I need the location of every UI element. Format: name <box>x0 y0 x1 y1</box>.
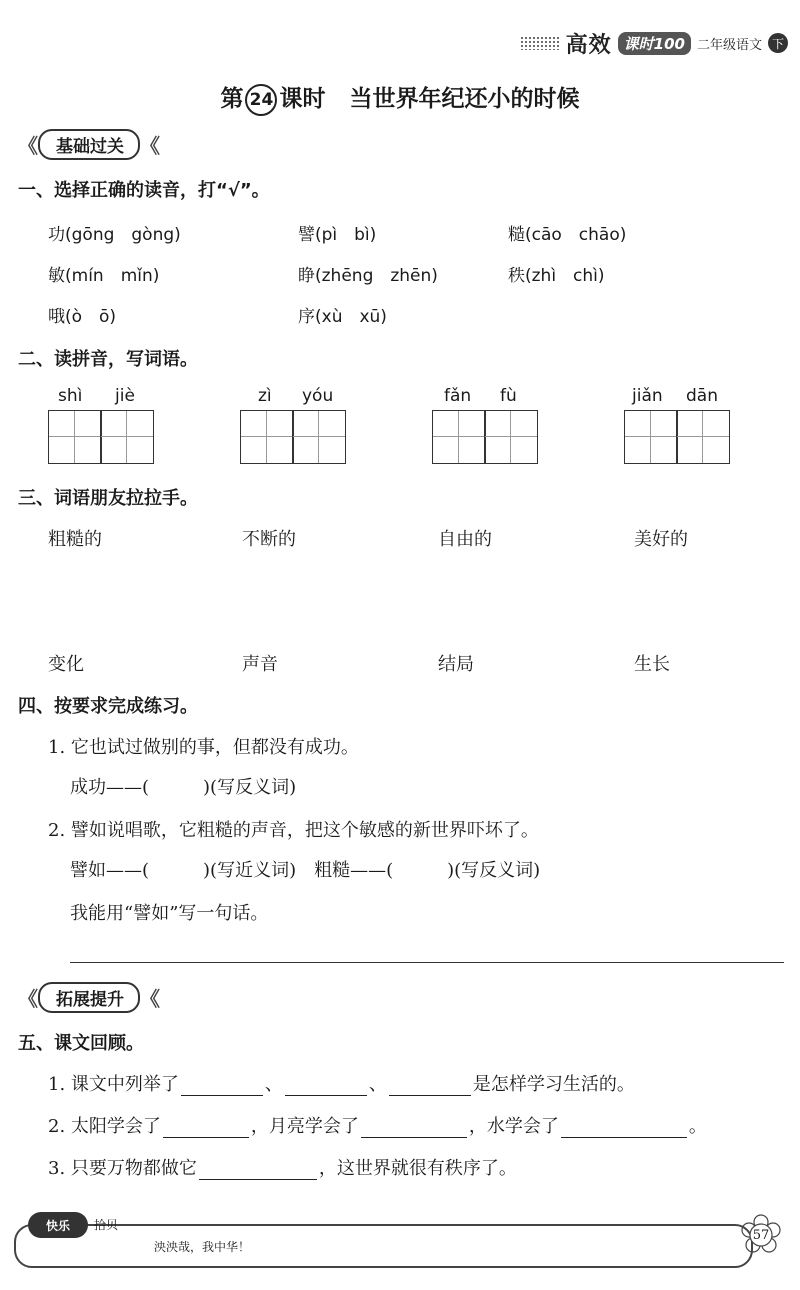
pinyin-label: jiǎn <box>632 386 663 406</box>
happy-badge: 快乐 <box>28 1212 88 1238</box>
grade-label: 二年级语文 <box>696 37 762 53</box>
grid-cell[interactable] <box>48 410 102 464</box>
word-item[interactable]: 自由的 <box>438 529 492 550</box>
pinyin-label: jiè <box>115 386 135 406</box>
recall-line-3: 3. 只要万物都做它 ，这世界就很有秩序了。 <box>48 1158 517 1179</box>
writing-grid[interactable] <box>48 410 154 464</box>
grid-cell[interactable] <box>292 410 346 464</box>
answer-line[interactable]: 成功——( )(写反义词) <box>70 777 297 798</box>
word-item[interactable]: 声音 <box>242 654 278 675</box>
word-item[interactable]: 变化 <box>48 654 84 675</box>
page-number: 57 <box>738 1212 784 1258</box>
word-item[interactable]: 粗糙的 <box>48 529 102 550</box>
question-5-heading: 五、课文回顾。 <box>18 1033 144 1054</box>
question-3-heading: 三、词语朋友拉拉手。 <box>18 488 198 509</box>
header-brand <box>520 28 788 58</box>
pinyin-choice[interactable]: 敏(mín mǐn) <box>48 266 160 286</box>
pinyin-label: zì <box>258 386 272 406</box>
prompt-text: 我能用“譬如”写一句话。 <box>70 903 269 924</box>
grid-cell[interactable] <box>676 410 730 464</box>
grid-cell[interactable] <box>624 410 678 464</box>
lesson-title: 当世界年纪还小的时候 <box>349 86 580 112</box>
fill-blank[interactable] <box>163 1119 249 1138</box>
word-item[interactable]: 不断的 <box>242 529 296 550</box>
sentence: 1. 它也试过做别的事，但都没有成功。 <box>48 737 359 758</box>
writing-line[interactable] <box>70 962 784 963</box>
pinyin-label: dān <box>686 386 718 406</box>
pinyin-choice[interactable]: 序(xù xū) <box>298 307 387 327</box>
footer-motto: 泱泱哉，我中华！ <box>154 1240 251 1254</box>
writing-grid[interactable] <box>240 410 346 464</box>
word-item[interactable]: 美好的 <box>634 529 688 550</box>
fill-blank[interactable] <box>285 1077 367 1096</box>
section-banner-extend: 《 拓展提升 《 <box>18 983 160 1011</box>
fill-blank[interactable] <box>361 1119 467 1138</box>
footer <box>14 1212 784 1268</box>
pinyin-label: fǎn <box>444 386 472 406</box>
shell-label: 拾贝 <box>94 1218 119 1232</box>
pinyin-choice[interactable]: 譬(pì bì) <box>298 225 377 245</box>
brand-title: 高效 <box>565 32 612 58</box>
chevron-left-icon: 《 <box>18 986 38 1011</box>
pinyin-choice[interactable]: 秩(zhì chì) <box>508 266 605 286</box>
pinyin-label: yóu <box>302 386 334 406</box>
volume-badge: 下 <box>768 33 788 53</box>
page-title: 第 24 课时 当世界年纪还小的时候 <box>0 80 800 116</box>
grid-cell[interactable] <box>484 410 538 464</box>
brand-subtitle: 课时100 <box>618 32 691 55</box>
pinyin-choice[interactable]: 睁(zhēng zhēn) <box>298 266 438 286</box>
answer-line[interactable]: 譬如——( )(写近义词) 粗糙——( )(写反义词) <box>70 860 541 881</box>
word-item[interactable]: 生长 <box>634 654 670 675</box>
pinyin-choice[interactable]: 哦(ò ō) <box>48 307 117 327</box>
fill-blank[interactable] <box>389 1077 471 1096</box>
question-1-heading: 一、选择正确的读音，打“√”。 <box>18 180 270 201</box>
pinyin-label: shì <box>58 386 83 406</box>
dots-decoration <box>520 36 560 50</box>
grid-cell[interactable] <box>240 410 294 464</box>
writing-grid[interactable] <box>624 410 730 464</box>
chevron-left-icon: 《 <box>140 133 160 158</box>
word-item[interactable]: 结局 <box>438 654 474 675</box>
sentence: 2. 譬如说唱歌，它粗糙的声音，把这个敏感的新世界吓坏了。 <box>48 820 539 841</box>
recall-line-1: 1. 课文中列举了 、 、 是怎样学习生活的。 <box>48 1074 635 1095</box>
recall-line-2: 2. 太阳学会了 ，月亮学会了 ，水学会了 。 <box>48 1116 707 1137</box>
section-banner-basic: 《 基础过关 《 <box>18 130 160 158</box>
fill-blank[interactable] <box>181 1077 263 1096</box>
pinyin-choice[interactable]: 功(gōng gòng) <box>48 225 181 245</box>
lesson-number: 24 <box>245 84 277 116</box>
fill-blank[interactable] <box>561 1119 687 1138</box>
chevron-left-icon: 《 <box>140 986 160 1011</box>
chevron-left-icon: 《 <box>18 133 38 158</box>
grid-cell[interactable] <box>100 410 154 464</box>
grid-cell[interactable] <box>432 410 486 464</box>
question-4-heading: 四、按要求完成练习。 <box>18 696 198 717</box>
pinyin-label: fù <box>500 386 517 406</box>
pinyin-choice[interactable]: 糙(cāo chāo) <box>508 225 627 245</box>
writing-grid[interactable] <box>432 410 538 464</box>
question-2-heading: 二、读拼音，写词语。 <box>18 349 198 370</box>
footer-frame <box>14 1224 753 1268</box>
fill-blank[interactable] <box>199 1161 317 1180</box>
